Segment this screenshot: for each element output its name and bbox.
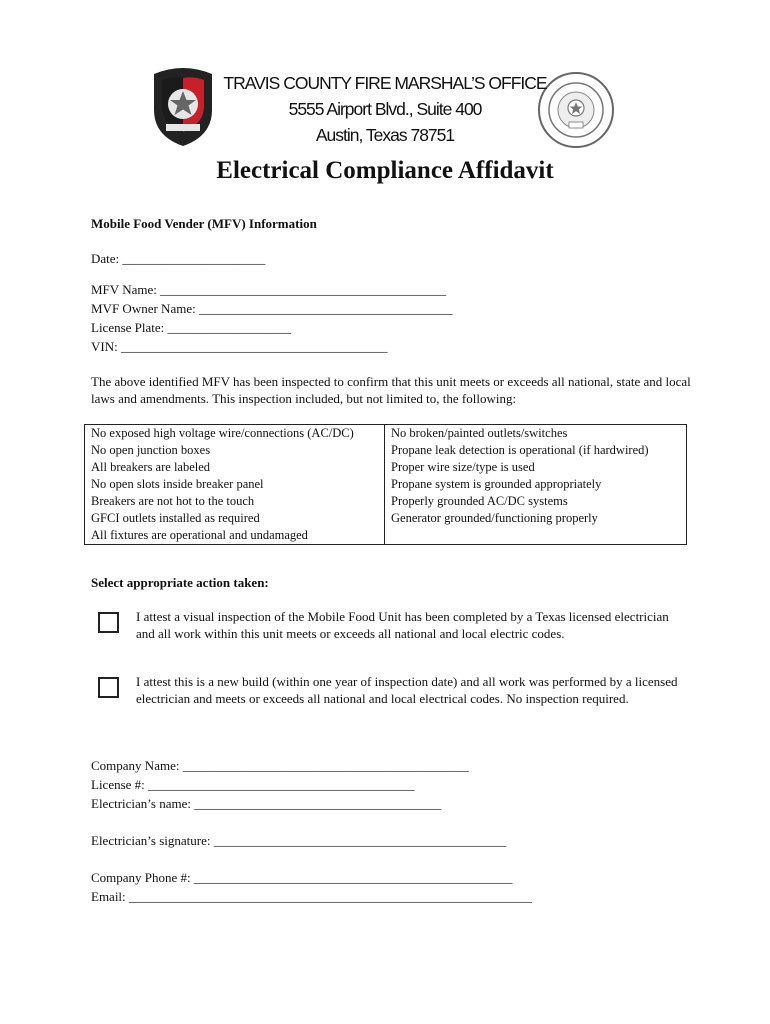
checklist-item: Proper wire size/type is used [385, 459, 687, 476]
electrician-name-field[interactable]: Electrician’s name: ______________________________________ [91, 796, 442, 811]
checklist-item: No broken/painted outlets/switches [385, 425, 687, 443]
mfv-name-field[interactable]: MFV Name: ____________________________________________ [91, 282, 447, 297]
agency-name: TRAVIS COUNTY FIRE MARSHAL’S OFFICE [223, 73, 547, 93]
email-field[interactable]: Email: ______________________________________________________________ [91, 889, 532, 904]
agency-address-line2: Austin, Texas 78751 [315, 125, 455, 145]
checklist-item: Propane system is grounded appropriately [385, 476, 687, 493]
checklist-item: Properly grounded AC/DC systems [385, 493, 687, 510]
agency-header [200, 70, 570, 148]
company-phone-field[interactable]: Company Phone #: _________________________________________________ [91, 870, 513, 885]
checklist-item: No open slots inside breaker panel [85, 476, 385, 493]
checklist-item: No open junction boxes [85, 442, 385, 459]
company-name-field[interactable]: Company Name: ____________________________________________ [91, 758, 469, 773]
inspection-checklist-table [84, 424, 687, 545]
checklist-item: GFCI outlets installed as required [85, 510, 385, 527]
new-build-statement: I attest this is a new build (within one year of inspection date) and all work was performed by a licensed electrician and meets or exceeds all national and local electrical codes. No inspection required. [136, 674, 678, 706]
document-title: Electrical Compliance Affidavit [216, 157, 554, 184]
table-row [85, 527, 687, 545]
checklist-item: All breakers are labeled [85, 459, 385, 476]
electrician-signature-field[interactable]: Electrician’s signature: _____________________________________________ [91, 833, 507, 848]
agency-address-line1: 5555 Airport Blvd., Suite 400 [288, 99, 482, 119]
checklist-item [385, 527, 687, 545]
owner-name-field[interactable]: MVF Owner Name: _______________________________________ [91, 301, 453, 316]
checklist-item: Propane leak detection is operational (if hardwired) [385, 442, 687, 459]
license-plate-field[interactable]: License Plate: ___________________ [91, 320, 292, 335]
table-row [85, 493, 687, 510]
inspection-intro-text: The above identified MFV has been inspected to confirm that this unit meets or exceeds all national, state and local laws and amendments. This inspection included, but not limited to, the following: [91, 374, 691, 406]
table-row [85, 476, 687, 493]
table-row [85, 442, 687, 459]
table-row [85, 425, 687, 443]
checklist-item: Generator grounded/functioning properly [385, 510, 687, 527]
table-row [85, 459, 687, 476]
vin-field[interactable]: VIN: _________________________________________ [91, 339, 388, 354]
checklist-item: No exposed high voltage wire/connections (AC/DC) [85, 425, 385, 443]
visual-inspection-statement: I attest a visual inspection of the Mobile Food Unit has been completed by a Texas licensed electrician and all work within this unit meets or exceeds all national and local electric codes. [136, 609, 669, 641]
table-row [85, 510, 687, 527]
checklist-item: All fixtures are operational and undamaged [85, 527, 385, 545]
visual-inspection-checkbox[interactable] [98, 612, 119, 633]
action-heading: Select appropriate action taken: [91, 575, 269, 590]
mfv-section-heading: Mobile Food Vender (MFV) Information [91, 216, 317, 231]
checklist-item: Breakers are not hot to the touch [85, 493, 385, 510]
date-field[interactable]: Date: ______________________ [91, 251, 266, 266]
new-build-checkbox[interactable] [98, 677, 119, 698]
license-number-field[interactable]: License #: _________________________________________ [91, 777, 415, 792]
